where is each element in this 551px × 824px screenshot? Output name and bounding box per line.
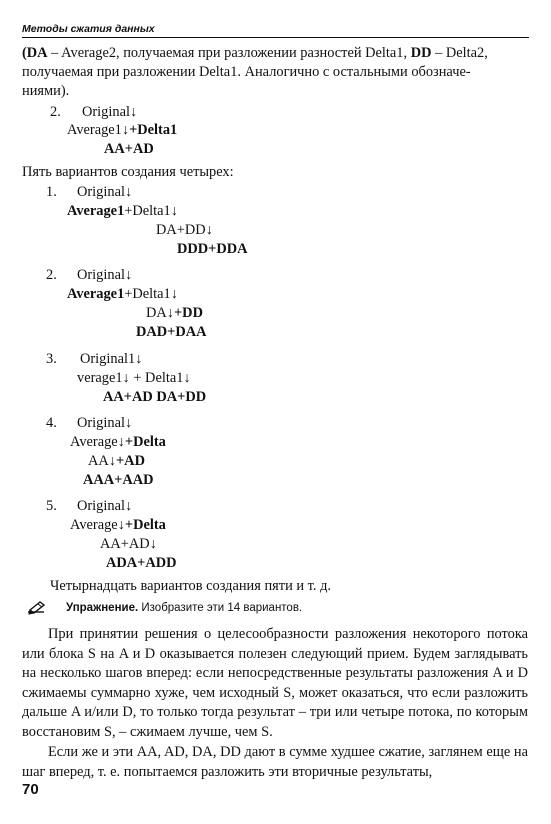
intro-line-3: ниями). (22, 83, 70, 99)
item-number: 5. (46, 498, 57, 514)
scheme-line: DAD+DAA (136, 324, 207, 340)
body-paragraph: Если же и эти AA, AD, DA, DD дают в сумме худшее сжатие, заглянем еще на шаг вперед, т. е. попытаемся разложить эти вторичные результаты, (22, 744, 528, 780)
scheme-line: Average↓+Delta (70, 517, 166, 533)
section-heading: Пять вариантов создания четырех: (22, 164, 234, 180)
intro-line-2: получаемая при разложении Delta1. Аналогично с остальными обозначе- (22, 64, 471, 80)
scheme-line: Original↓ (82, 104, 138, 120)
running-header (22, 19, 529, 38)
scheme-line: Original1↓ (80, 351, 143, 367)
scheme-line: AA↓+AD (88, 453, 145, 469)
scheme-line: verage1↓ + Delta1↓ (77, 370, 191, 386)
scheme-line: DA↓+DD (146, 305, 203, 321)
exercise: Упражнение. Изобразите эти 14 вариантов. (66, 602, 303, 614)
scheme-line: ADA+ADD (106, 555, 177, 571)
scheme-line: AA+AD DA+DD (103, 389, 207, 405)
item-number: 1. (46, 184, 57, 200)
page-number: 70 (22, 781, 39, 798)
item-number: 3. (46, 351, 57, 367)
scheme-line: Original↓ (77, 267, 133, 283)
fourteen-note: Четырнадцать вариантов создания пяти и т. д. (50, 578, 331, 594)
scheme-line: Original↓ (77, 184, 133, 200)
running-header-title: Методы сжатия данных (22, 23, 155, 35)
scheme-line: AAA+AAD (83, 472, 154, 488)
scheme-line: Average1↓+Delta1 (67, 122, 178, 138)
scheme-line: DDD+DDA (177, 241, 248, 257)
scheme-line: AA+AD↓ (100, 536, 157, 552)
item-number: 2. (46, 267, 57, 283)
scheme-line: Original↓ (77, 498, 133, 514)
intro-line-1: (DA – Average2, получаемая при разложении разностей Delta1, DD – Delta2, (22, 45, 488, 61)
scheme-line: AA+AD (104, 141, 154, 157)
item-number: 4. (46, 415, 57, 431)
scheme-line: Original↓ (77, 415, 133, 431)
scheme-line: Average1+Delta1↓ (67, 203, 178, 219)
pencil-icon (26, 600, 50, 616)
scheme-line: Average1+Delta1↓ (67, 286, 178, 302)
scheme-line: DA+DD↓ (156, 222, 213, 238)
body-paragraph: При принятии решения о целесообразности разложения некоторого потока или блока S на A и D оказывается полезен следующий прием. Будем заглядывать на несколько шагов вперед: если непосредственные результаты разложения A и D сжимаемы суммарно хуже, чем исходный S, может оказаться, что если разложить дальше A и/или D, то только тогда результат – три или четыре потока, по которым восстановим S, – сжимаем лучше, чем S. (22, 626, 528, 740)
item-number: 2. (50, 104, 61, 120)
scheme-line: Average↓+Delta (70, 434, 166, 450)
